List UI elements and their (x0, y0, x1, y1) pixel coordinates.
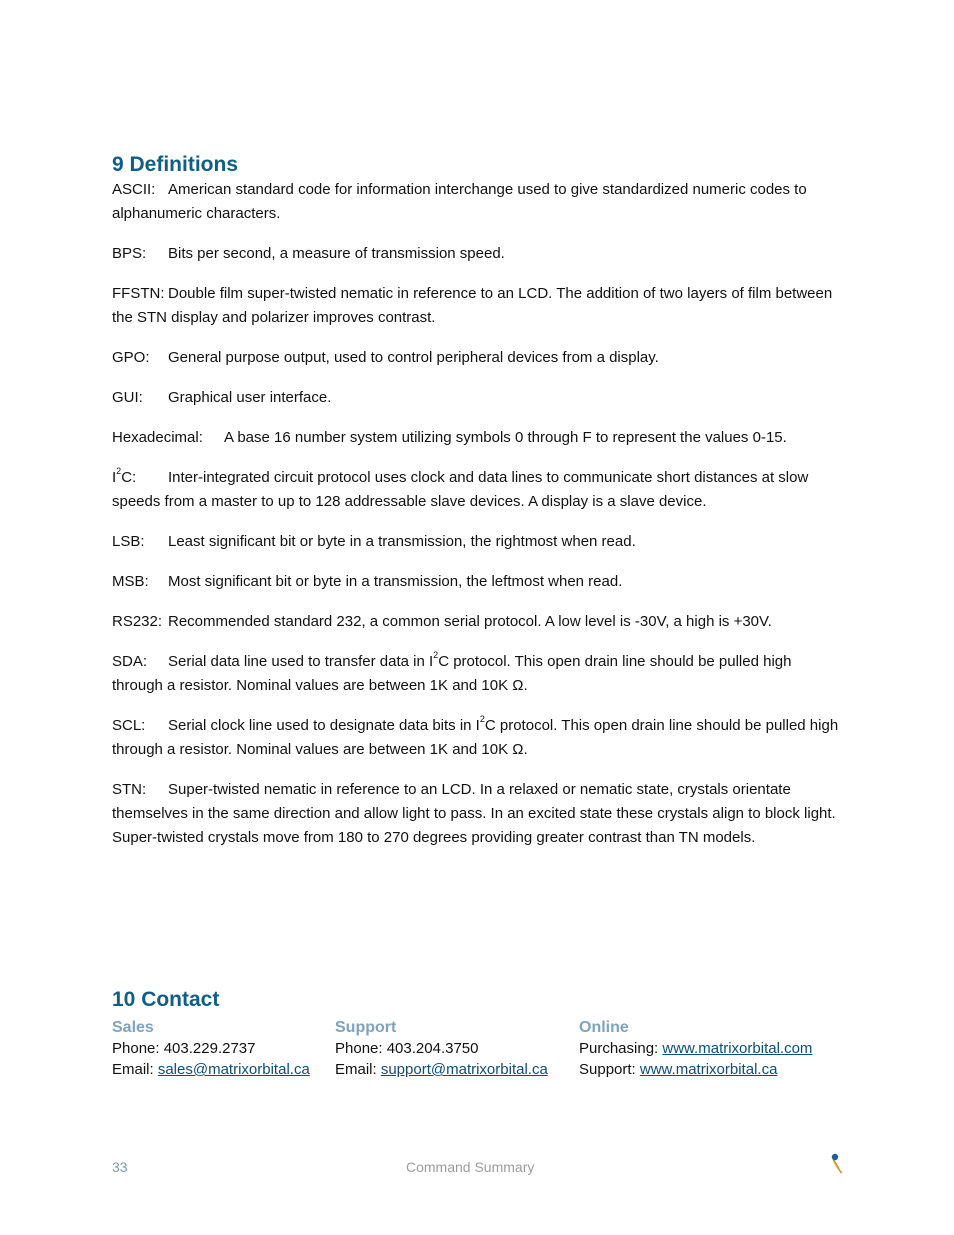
definition-term: GUI: (112, 389, 143, 406)
definition-term: GPO: (112, 349, 150, 366)
definition-text: Least significant bit or byte in a transmission, the rightmost when read. (168, 533, 636, 550)
definition-ascii (112, 178, 842, 226)
page-footer (112, 1159, 842, 1181)
definition-text: Graphical user interface. (168, 389, 332, 406)
definition-text: A base 16 number system utilizing symbols 0 through F to represent the values 0-15. (224, 429, 787, 446)
matrix-orbital-logo-icon (830, 1151, 846, 1175)
online-support: Support: www.matrixorbital.ca (579, 1061, 778, 1078)
support-website-link[interactable]: www.matrixorbital.ca (639, 1061, 778, 1078)
definition-term: $I^2C$: (112, 466, 137, 486)
definition-text: Inter-integrated circuit protocol uses clock and data lines to communicate short distances at slow speeds from a master to up to 128 addressable slave devices. A display is a slave device. (112, 469, 809, 510)
support-heading: Support (335, 1019, 397, 1036)
definition-text: Serial clock line used to designate data bits in $I^2C$ protocol. This open drain line should be pulled high through a resistor. Nominal values are between 1K and 10K Ω. (112, 714, 839, 758)
definition-text: American standard code for information interchange used to give standardized numeric codes to alphanumeric characters. (112, 181, 807, 222)
definition-sda (112, 650, 842, 698)
definition-rs232 (112, 610, 842, 634)
definition-term: SCL: (112, 717, 146, 734)
definition-text: Double film super-twisted nematic in reference to an LCD. The addition of two layers of film between the STN display and polarizer improves contrast. (112, 285, 833, 326)
sales-heading: Sales (112, 1019, 154, 1036)
definition-msb (112, 570, 842, 594)
definitions-section (112, 152, 842, 850)
definition-lsb (112, 530, 842, 554)
definition-text: General purpose output, used to control peripheral devices from a display. (168, 349, 659, 366)
definition-term: SDA: (112, 653, 148, 670)
definition-text: Bits per second, a measure of transmission speed. (168, 245, 505, 262)
sales-email: Email: sales@matrixorbital.ca (112, 1061, 310, 1078)
definition-i2c (112, 466, 842, 514)
page-number: 33 (112, 1159, 128, 1175)
sales-email-link[interactable]: sales@matrixorbital.ca (157, 1061, 310, 1078)
purchasing-link[interactable]: www.matrixorbital.com (662, 1040, 813, 1057)
definition-text: Most significant bit or byte in a transmission, the leftmost when read. (168, 573, 623, 590)
support-email-link[interactable]: support@matrixorbital.ca (380, 1061, 548, 1078)
contact-heading: 10 Contact (112, 988, 220, 1011)
support-email: Email: support@matrixorbital.ca (335, 1061, 548, 1078)
definition-term: RS232: (112, 613, 163, 630)
footer-title: Command Summary (406, 1159, 535, 1175)
definition-hexadecimal (112, 426, 842, 450)
contact-columns (112, 1017, 842, 1080)
definition-term: LSB: (112, 533, 145, 550)
definition-text: Serial data line used to transfer data in $I^2C$ protocol. This open drain line should be pulled high through a resistor. Nominal values are between 1K and 10K Ω. (112, 650, 792, 694)
online-purchasing: Purchasing: www.matrixorbital.com (579, 1040, 813, 1057)
definition-gui (112, 386, 842, 410)
definition-term: FFSTN: (112, 285, 165, 302)
definition-term: ASCII: (112, 181, 156, 198)
contact-section (112, 987, 842, 1080)
definitions-heading: 9 Definitions (112, 153, 239, 176)
definition-text: Super-twisted nematic in reference to an LCD. In a relaxed or nematic state, crystals orientate themselves in the same direction and allow light to pass. In an excited state these crystals align to block light. Super-twisted crystals move from 180 to 270 degrees providing greater contrast than TN models. (112, 781, 836, 846)
definition-ffstn (112, 282, 842, 330)
sales-column (112, 1017, 335, 1080)
definition-scl (112, 714, 842, 762)
definition-term: STN: (112, 781, 147, 798)
definition-term: Hexadecimal: (112, 429, 203, 446)
online-heading: Online (579, 1019, 629, 1036)
definition-bps (112, 242, 842, 266)
definition-term: MSB: (112, 573, 149, 590)
online-column (579, 1017, 812, 1080)
sales-phone: Phone: 403.229.2737 (112, 1040, 256, 1057)
definition-term: BPS: (112, 245, 147, 262)
definition-gpo (112, 346, 842, 370)
definition-text: Recommended standard 232, a common serial protocol. A low level is -30V, a high is +30V. (168, 613, 772, 630)
definition-stn (112, 778, 842, 850)
support-phone: Phone: 403.204.3750 (335, 1040, 479, 1057)
support-column (335, 1017, 579, 1080)
